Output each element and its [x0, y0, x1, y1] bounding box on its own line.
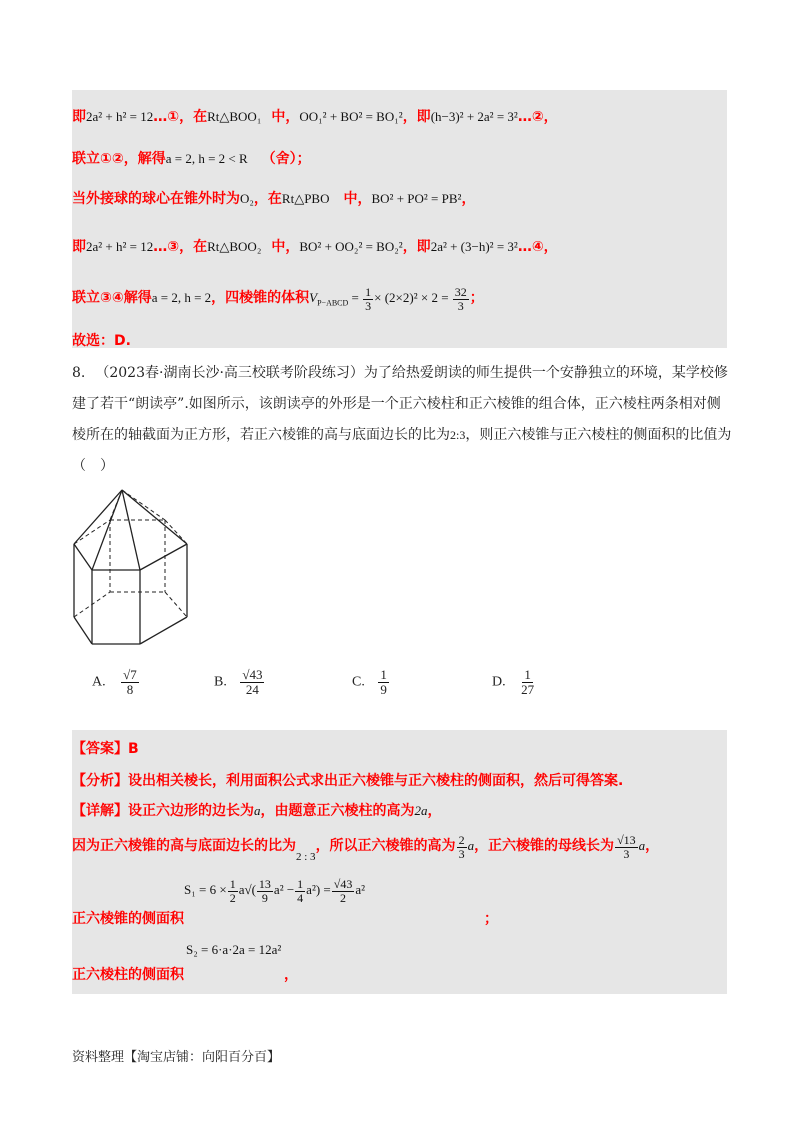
numerator: 1 [380, 667, 387, 682]
reason-line [72, 833, 660, 864]
formula: Rt△BOO₁ [207, 109, 262, 124]
hex-prism-pyramid-figure [70, 484, 200, 664]
denominator: 24 [245, 681, 259, 697]
formula: a²) = [306, 882, 331, 898]
numerator: √43 [242, 667, 263, 682]
text: P−ABCD [317, 298, 349, 308]
option-label: B. [214, 674, 227, 690]
formula: 2a² + (3−h)² = 3² [430, 239, 518, 254]
text: ，四棱锥的体积 [211, 290, 310, 307]
formula: (h−3)² + 2a² = 3² [430, 109, 518, 124]
denominator: 27 [521, 681, 535, 697]
analysis-line: 【分析】设出相关棱长，利用面积公式求出正六棱锥与正六棱柱的侧面积，然后可得答案. [72, 773, 624, 789]
formula: 2 : 3 [296, 851, 316, 864]
numerator: 13 [258, 877, 271, 891]
text: 正六棱柱的侧面积 [72, 967, 184, 983]
option-label: C. [352, 674, 365, 690]
footer-source: 资料整理【淘宝店铺：向阳百分百】 [72, 1050, 281, 1065]
formula: a = 2, h = 2 < R [165, 151, 248, 166]
solution-line-1 [72, 106, 558, 126]
formula: OO₁² + BO² = BO₁² [299, 109, 403, 124]
fraction [615, 834, 638, 860]
option-b[interactable] [214, 668, 265, 696]
solution-box-previous [72, 90, 727, 348]
solution-line-6: 故选：D. [72, 333, 131, 349]
solution-line-2 [72, 148, 311, 168]
option-fraction [519, 668, 536, 696]
text: 即 [72, 239, 86, 255]
s1-formula-line [184, 878, 365, 904]
text: ； [484, 911, 498, 927]
numerator: 1 [524, 667, 531, 682]
formula: a² [355, 882, 366, 898]
text: 正六棱锥的侧面积 [72, 911, 184, 927]
fraction [257, 878, 273, 904]
option-fraction [121, 668, 139, 696]
denominator: 3 [623, 846, 630, 861]
text: ，则正六棱锥与正六棱柱的侧面积的比值为（ ） [72, 427, 732, 474]
volume-formula [309, 285, 470, 313]
text: …④， [517, 239, 558, 255]
text: ； [469, 290, 484, 307]
numerator: 2 [458, 833, 465, 847]
formula: 2a [414, 803, 428, 818]
option-fraction [378, 668, 389, 696]
denominator: 4 [297, 890, 304, 905]
text: 当外接球的球心在锥外时为 [72, 191, 240, 207]
formula: 2a² + h² = 12 [86, 109, 154, 124]
text: 联立③④解得 [72, 290, 152, 307]
denominator: 9 [380, 681, 387, 697]
text: 为了给热爱朗读的师生提供一个安静独立的环境，某学校修建了若干“朗读亭”.如图所示，该朗读亭的外形是一个正六棱柱和正六棱锥的组合体，正六棱柱两条相对侧棱所在的轴截面为正方形，若正六棱锥的高与底面边长的比为 [72, 365, 728, 443]
formula: BO² + PO² = PB² [371, 191, 462, 206]
detail-line [72, 800, 442, 820]
formula: a [467, 838, 475, 854]
fraction [295, 878, 305, 904]
solution-line-3 [72, 188, 475, 208]
denominator: 8 [126, 681, 134, 697]
text: ，即 [402, 109, 431, 125]
numerator: √7 [123, 667, 137, 682]
option-fraction [240, 668, 264, 696]
text: ，正六棱锥的母线长为 [474, 838, 615, 855]
question-text [72, 358, 732, 482]
option-a[interactable] [92, 668, 140, 696]
numerator: 1 [229, 877, 236, 891]
text: ，在 [253, 191, 282, 207]
question-source: （2023春·湖南长沙·高三校联考阶段练习） [95, 365, 364, 381]
text: …②， [517, 109, 558, 125]
solution-box-answer [72, 730, 727, 994]
option-c[interactable] [352, 668, 390, 696]
numerator: 32 [454, 285, 467, 299]
denominator: 3 [457, 298, 464, 313]
formula: a [254, 803, 261, 818]
denominator: 2 [229, 890, 236, 905]
numerator: √13 [617, 833, 636, 847]
text: ， [645, 838, 660, 855]
denominator: 2 [340, 890, 347, 905]
option-label: D. [492, 674, 506, 690]
denominator: 3 [458, 846, 465, 861]
fraction [363, 286, 373, 312]
formula: a√( [238, 882, 256, 898]
text: 中， [343, 191, 372, 207]
numerator: 1 [365, 285, 372, 299]
option-label: A. [92, 674, 106, 690]
fraction [453, 286, 469, 312]
text: = [351, 290, 359, 306]
numerator: 1 [297, 877, 304, 891]
text: 【详解】设正六边形的边长为 [72, 803, 254, 819]
formula: O₂ [240, 191, 254, 206]
formula: a [638, 838, 646, 854]
text: …③，在 [153, 239, 208, 255]
text: × (2×2)² × 2 = [374, 290, 449, 306]
text: 中， [271, 109, 300, 125]
s2-label-line [72, 964, 298, 984]
fraction [332, 878, 355, 904]
text: …①，在 [153, 109, 208, 125]
s2-formula-line [186, 942, 281, 958]
text: 中， [271, 239, 300, 255]
text: ，即 [402, 239, 431, 255]
text: ， [284, 967, 298, 983]
ratio: 2:3 [450, 428, 466, 442]
text: （舍）； [261, 151, 311, 167]
s1-label-line [72, 908, 498, 928]
solution-line-5 [72, 286, 484, 312]
formula: Rt△BOO₂ [207, 239, 262, 254]
formula: a² − [273, 882, 295, 898]
text: 联立①②，解得 [72, 151, 166, 167]
text: ，由题意正六棱柱的高为 [260, 803, 415, 819]
denominator: 9 [261, 890, 268, 905]
question-number: 8. [72, 365, 86, 381]
formula: 2a² + h² = 12 [86, 239, 154, 254]
formula: BO² + OO₂² = BO₂² [299, 239, 403, 254]
text: 即 [72, 109, 86, 125]
fraction [457, 834, 467, 860]
text: ， [461, 191, 476, 207]
option-d[interactable] [492, 668, 537, 696]
formula: Rt△PBO [281, 191, 330, 206]
fraction [228, 878, 238, 904]
text: ， [427, 803, 442, 819]
numerator: √43 [333, 877, 353, 891]
text: V [309, 290, 318, 306]
denominator: 3 [365, 298, 372, 313]
solution-line-4 [72, 236, 558, 256]
formula: S₂ = 6·a·2a = 12a² [186, 942, 282, 957]
formula: a = 2, h = 2 [151, 290, 212, 306]
formula: S₁ = 6 × [184, 882, 227, 898]
text: ，所以正六棱锥的高为 [315, 838, 456, 855]
answer-line: 【答案】B [72, 741, 139, 757]
text: 因为正六棱锥的高与底面边长的比为 [72, 838, 296, 855]
